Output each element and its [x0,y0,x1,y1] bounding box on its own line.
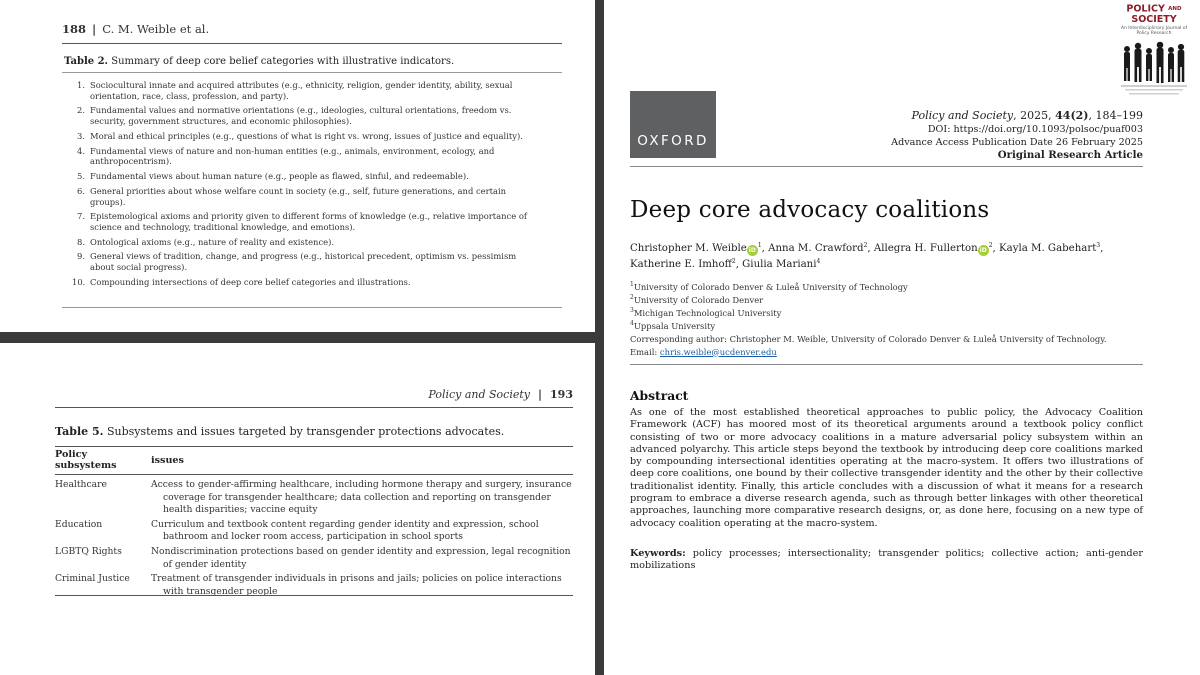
list-item-text: Sociocultural innate and acquired attributes (e.g., ethnicity, religion, gender identity, ability, sexual orientation, race, class, profession, and party). [90,80,513,101]
issues-cell: Access to gender-affirming healthcare, including hormone therapy and surgery, insurance coverage for transgender healthcare; data collection and reporting on transgender health disparities; vaccine equity [151,479,572,516]
affil-sup: 4 [630,319,634,327]
affil-sup: 1 [630,281,634,288]
article-type: Original Research Article [997,149,1143,162]
author-affil-sup: 2 [863,242,868,249]
list-item [72,131,542,142]
list-item [72,277,542,288]
header-divider [630,166,1143,167]
author [874,243,993,254]
affiliation-list [630,281,1107,333]
author-affil-sup: 3 [1096,242,1101,249]
header-rule [62,43,562,44]
list-item-number: 1. [77,80,85,90]
issues-cell: Treatment of transgender individuals in prisons and jails; policies on police interactions with transgender people [151,573,562,597]
author-name: Christopher M. Weible [630,243,747,254]
running-head-authors: C. M. Weible et al. [102,22,210,36]
list-item [72,211,542,233]
email-link[interactable]: chris.weible@ucdenver.edu [659,346,777,357]
subsystem-cell: Criminal Justice [55,573,130,585]
list-item-number: 10. [72,276,86,287]
header-rule [55,407,573,408]
orcid-icon[interactable]: iD [748,247,756,254]
journal-brand-title: POLICY AND SOCIETY [1126,3,1182,25]
running-header: 188 | C. M. Weible et al. [62,22,210,36]
affiliation-item [630,281,1107,294]
subsystem-cell: Healthcare [55,479,107,490]
journal-info [891,110,1143,162]
list-item [72,237,542,248]
email-line: Email: chris.weible@ucdenver.edu [630,346,777,357]
author-affil-sup: 2 [731,257,736,265]
running-header: Policy and Society | 193 [428,388,573,401]
table5-label: Table 5. [55,425,104,438]
author [630,243,762,254]
abstract-text: As one of the most established theoretical approaches to public policy, the Advocacy Coalition Framework (ACF) has moored most of its theoretical arguments around a textbook policy conflict consisting of two or more advocacy coalitions in a mature adversarial policy subsystem within an advanced polyarchy. This article steps beyond the textbook by introducing deep core coalitions marked by compounding intersectional identities operating at the macro-system. It offers two illustrations of deep core coalitions, one bound by their collective transgender identity and the other by their collective traditionalist identity. Finally, this article concludes with a discussion of what it means for a research program to embrace a diverse research agenda, such as through better linkages with other theoretical approaches, launching more comparative research designs, or, as done here, focusing on a new type of advocacy coalition operating at the macro-system. [630,407,1143,529]
article-front-page [604,0,1200,675]
corresponding-author: Corresponding author: Christopher M. Weible, University of Colorado Denver & Luleå University of Technology. [630,333,1107,344]
affil-text: Michigan Technological University [633,307,782,318]
list-item-text: General views of tradition, change, and progress (e.g., historical precedent, optimism vs. pessimism about social progress). [90,251,517,273]
list-item [72,186,542,208]
subsystem-cell: Education [55,518,103,530]
journal-citation: Policy and Society, 2025, 44(2), 184–199 [911,109,1143,122]
list-item-text: Fundamental views of nature and non-human entities (e.g., animals, environment, ecology, and anthropocentrism). [90,145,495,167]
table-body [55,475,573,600]
list-item-number: 4. [77,145,85,156]
list-item-text: Fundamental views about human nature (e.g., people as flawed, sinful, and redeemable). [90,171,469,182]
list-item-text: Compounding intersections of deep core belief categories and illustrations. [90,276,411,287]
table-row [55,545,573,572]
article-title: Deep core advocacy coalitions [630,197,990,223]
list-item-number: 7. [77,211,85,222]
affiliation-item [630,320,1107,333]
list-item-number: 2. [77,105,85,116]
page-number: 188 [62,22,87,36]
list-item [72,171,542,182]
page-number: 193 [550,388,573,401]
advance-access-text: Advance Access Publication Date 26 February 2025 [891,136,1143,148]
keywords-text: policy processes; intersectionality; transgender politics; collective action; anti-gender mobilizations [630,548,1143,572]
list-item-number: 6. [77,185,85,196]
list-item-text: General priorities about whose welfare count in society (e.g., self, future generations, and certain groups). [90,185,507,207]
author-name: Giulia Mariani [742,258,817,270]
table-row [55,475,573,518]
keywords [630,548,1143,573]
table-row [55,518,573,545]
author-name: Kayla M. Gabehart [999,243,1097,254]
table2-caption-text: Summary of deep core belief categories with illustrative indicators. [111,56,455,67]
table-header-row [55,447,573,475]
running-head-journal: Policy and Society [428,388,531,401]
affil-sup: 2 [630,293,634,301]
table-bottom-rule [62,307,562,308]
orcid-icon[interactable]: iD [979,247,987,254]
table5-caption-text: Subsystems and issues targeted by transgender protections advocates. [106,425,505,438]
col-header-subsystems: Policy subsystems [55,447,151,475]
list-item-text: Ontological axioms (e.g., nature of reality and existence). [90,236,335,247]
affil-text: University of Colorado Denver & Luleå University of Technology [633,282,908,292]
table-bottom-rule [55,595,573,596]
author-list: Christopher M. Weible $iD^1$, Anna M. Crawford$^2$, Allegra H. Fullerton $iD^2$, Kayla M. Gabehart$^3$, Katherine E. Imhoff$^2$, Giulia Mariani$^4$ [630,242,1104,270]
affiliation-item [630,294,1107,307]
author [630,259,736,270]
list-item-number: 9. [77,251,85,262]
issues-cell: Nondiscrimination protections based on gender identity and expression, legal recognition of gender identity [151,545,571,570]
table2-page-panel [0,0,595,332]
list-item [72,251,542,273]
table2-caption [64,56,454,67]
author-name: Katherine E. Imhoff [630,258,732,270]
affiliation-item [630,307,1107,320]
belief-category-list [72,80,542,292]
author-affil-sup: 2 [988,242,993,249]
list-item-text: Epistemological axioms and priority given to different forms of knowledge (e.g., relative importance of science and technology, traditional knowledge, and emotions). [90,211,527,233]
author-affil-sup: 4 [816,257,821,265]
list-item [72,146,542,168]
abstract-heading: Abstract [630,388,689,403]
keywords-label: Keywords: [630,548,686,559]
issues-cell: Curriculum and textbook content regarding gender identity and expression, school bathroom and locker room access, participation in school sports [151,518,539,543]
author-name: Allegra H. Fullerton [873,243,978,254]
list-item-number: 5. [77,171,85,182]
table5-page-panel [0,343,595,675]
affil-text: University of Colorado Denver [633,294,764,305]
author-affil-sup: 1 [757,242,762,249]
table5-caption [55,425,504,438]
affil-text: Uppsala University [633,320,716,331]
silhouettes-image [1119,39,1189,105]
affiliations [630,281,1107,358]
list-item-text: Fundamental values and normative orientations (e.g., ideologies, cultural orientations, freedom vs. security, government structures, and economic philosophies). [90,105,512,127]
author [742,259,820,270]
col-header-issues: issues [151,447,573,475]
list-item [72,80,542,102]
list-item-text: Moral and ethical principles (e.g., questions of what is right vs. wrong, issues of justice and equality). [90,130,523,141]
subsystems-table [55,446,573,599]
journal-brand [1115,4,1193,114]
author [999,243,1100,254]
list-item [72,105,542,127]
list-item-number: 3. [77,130,85,141]
affil-sup: 3 [630,306,634,314]
journal-brand-subtitle: An Interdisciplinary Journal of Policy Research [1120,25,1188,36]
author-name: Anna M. Crawford [768,243,864,254]
list-item-number: 8. [77,236,85,247]
author [768,243,867,254]
oxford-logo: OXFORD [630,91,716,158]
subsystem-cell: LGBTQ Rights [55,545,122,557]
doi-text: DOI: https://doi.org/10.1093/polsoc/puaf003 [927,124,1143,136]
table2-label: Table 2. [64,56,109,67]
abstract-divider [630,364,1143,365]
caption-rule [62,72,562,73]
